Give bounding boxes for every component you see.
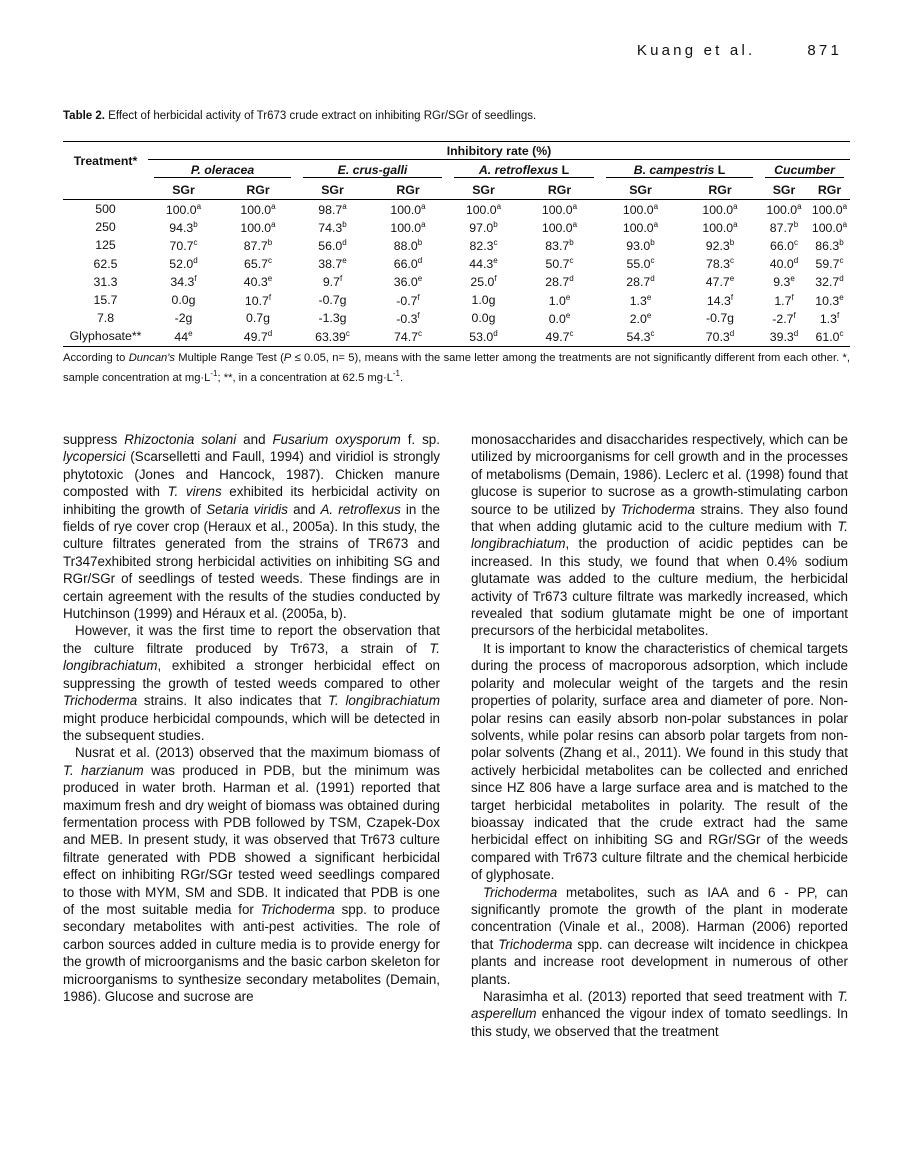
value-cell: 65.7$^c$ <box>244 256 272 272</box>
significance-letter: f <box>730 292 734 302</box>
significance-letter: a <box>421 201 426 211</box>
significance-letter: d <box>839 274 844 284</box>
significance-letter: e <box>646 292 652 302</box>
significance-letter: c <box>650 328 655 338</box>
value-cell: 0.0g <box>471 311 496 326</box>
significance-letter: a <box>842 201 848 211</box>
significance-letter: d <box>793 256 799 266</box>
value-cell: -2.7$^f$ <box>772 310 796 326</box>
significance-letter: c <box>417 328 422 338</box>
species-header: E. crus-galli <box>297 161 448 180</box>
table-row <box>63 309 850 327</box>
value-cell: 54.3$^c$ <box>600 327 681 346</box>
subheader-cell: RGr <box>219 180 297 200</box>
significance-letter: d <box>267 328 273 338</box>
significance-letter: a <box>572 201 578 211</box>
value-cell: 50.7$^c$ <box>545 256 574 272</box>
value-cell: -2g <box>174 311 193 326</box>
value-cell: 1.3e <box>629 292 652 308</box>
significance-letter: e <box>342 256 347 266</box>
treatment-cell: 15.7 <box>93 293 118 308</box>
value-cell: 61.0$^c$ <box>809 327 850 346</box>
significance-letter: b <box>267 237 273 247</box>
significance-letter: a <box>653 201 659 211</box>
species-header: Cucumber <box>759 161 850 180</box>
significance-letter: f <box>836 310 840 320</box>
value-cell: 88.0$^b$ <box>393 237 423 253</box>
significance-letter: a <box>733 201 738 211</box>
species-header: P. oleracea <box>148 161 297 180</box>
value-cell: 10.3e <box>815 292 844 308</box>
subheader-cell: SGr <box>297 180 368 200</box>
value-cell: 0.0g <box>171 293 196 308</box>
running-head-authors: Kuang et al. <box>636 42 756 59</box>
subheader-cell: RGr <box>368 180 448 200</box>
species-header: A. retroflexus L <box>448 161 600 180</box>
results-table <box>63 141 850 347</box>
subheader-cell: SGr <box>600 180 681 200</box>
subheader-cell: SGr <box>148 180 219 200</box>
value-cell: 78.3$^c$ <box>706 256 734 272</box>
test-name: Duncan's <box>128 352 175 364</box>
significance-letter: e <box>188 328 193 338</box>
value-cell: 100.0$^a$ <box>541 219 578 235</box>
value-cell: 87.7$^b$ <box>243 237 273 253</box>
significance-letter: a <box>271 219 276 229</box>
value-cell: -0.7$^f$ <box>396 292 420 308</box>
value-cell: 34.3$^f$ <box>170 274 197 290</box>
value-cell: 100.0$^a$ <box>165 201 202 217</box>
value-cell: 0.7g <box>246 311 270 326</box>
treatment-header: Treatment* <box>63 142 148 181</box>
value-cell: 100.0$^a$ <box>766 201 802 217</box>
table-row <box>63 236 850 254</box>
value-cell: -1.3g <box>318 311 347 326</box>
value-cell: 92.3$^b$ <box>705 237 735 253</box>
subheader-cell: RGr <box>681 180 759 200</box>
value-cell: 53.0$^d$ <box>448 327 519 346</box>
significance-letter: c <box>493 237 498 247</box>
value-cell: 9.7$^f$ <box>322 274 343 290</box>
significance-letter: a <box>196 201 202 211</box>
value-cell: 14.3$^f$ <box>706 292 734 308</box>
significance-letter: f <box>791 292 794 302</box>
value-cell: 0.0e <box>548 310 571 326</box>
value-cell: 63.39$^c$ <box>297 327 368 346</box>
significance-letter: d <box>793 328 799 338</box>
value-cell: 56.0$^d$ <box>318 237 347 253</box>
treatment-cell: 62.5 <box>93 256 118 271</box>
value-cell: 1.0e <box>548 292 571 308</box>
value-cell: 52.0$^d$ <box>169 256 198 272</box>
value-cell: 100.0$^a$ <box>702 201 738 217</box>
value-cell: 100.0$^a$ <box>811 219 848 235</box>
body-paragraph: Nusrat et al. (2013) observed that the maximum biomass of T. harzianum was produced in PDB, but the minimum was produced in water broth. Harman et al. (1991) reported that maximum fresh and dry weight of biomass was obtained during fermentation process with PDB followed by TSM, Czapek-Dox and MEB. In present study, it was observed that Tr673 culture filtrate generated with PDB showed a significant herbicidal effect on inhibiting RGr/SGr tested weed seedlings compared to those with MYM, SM and SDB. It indicated that PDB is one of the most suitable media for Trichoderma spp. to produce secondary metabolites with anti-pest activities. The role of carbon sources added in culture media is to provide energy for the growth of microorganisms and the basic carbon skeleton for microorganisms to synthesize secondary metabolites (Demain, 1986). Glucose and sucrose are <box>63 745 440 1004</box>
significance-letter: e <box>646 310 652 320</box>
significance-letter: f <box>194 274 197 284</box>
value-cell: 100.0$^a$ <box>240 219 276 235</box>
significance-letter: c <box>793 237 798 247</box>
subheader-cell: SGr <box>759 180 809 200</box>
significance-letter: e <box>565 310 571 320</box>
value-cell: 87.7$^b$ <box>769 219 799 235</box>
value-cell: 55.0$^c$ <box>626 256 655 272</box>
table-footnote: According to Duncan's Multiple Range Test (P ≤ 0.05, n= 5), means with the same letter among the treatments are not significantly different from each other. *, sample concentration at $mg\cdot L^{-1}$; **, in a concentration at 62.5 $mg\cdot L^{-1}$. <box>63 352 850 384</box>
treatment-cell: 500 <box>95 202 116 217</box>
treatment-cell: 7.8 <box>96 311 115 326</box>
value-cell: 44.3e <box>469 256 498 272</box>
value-cell: 66.0$^c$ <box>770 237 798 253</box>
significance-letter: a <box>842 219 848 229</box>
significance-letter: e <box>267 274 273 284</box>
significance-letter: b <box>729 237 735 247</box>
value-cell: 36.0e <box>393 274 423 290</box>
value-cell: -0.7g <box>705 311 735 326</box>
significance-letter: b <box>193 219 198 229</box>
subheader-cell: SGr <box>448 180 519 200</box>
significance-letter: c <box>193 237 198 247</box>
significance-letter: d <box>493 328 498 338</box>
significance-letter: c <box>569 328 574 338</box>
value-cell: 100.0$^a$ <box>622 219 659 235</box>
significance-letter: f <box>793 310 796 320</box>
value-cell: 28.7$^d$ <box>545 274 574 290</box>
table-body <box>63 200 850 347</box>
significance-letter: e <box>417 274 423 284</box>
subheader-cell: RGr <box>519 180 600 200</box>
significance-letter: a <box>421 219 426 229</box>
value-cell: 49.7$^c$ <box>519 327 600 346</box>
significance-letter: e <box>493 256 498 266</box>
significance-letter: e <box>565 292 571 302</box>
value-cell: 9.3e <box>773 274 795 290</box>
treatment-cell: 250 <box>95 220 116 235</box>
value-cell: 70.7$^c$ <box>169 237 198 253</box>
subheader-cell: RGr <box>809 180 850 200</box>
value-cell: 2.0e <box>629 310 652 326</box>
significance-letter: d <box>342 237 347 247</box>
significance-letter: d <box>417 256 423 266</box>
value-cell: 1.0g <box>471 293 496 308</box>
value-cell: 83.7$^b$ <box>545 237 574 253</box>
body-paragraph: suppress Rhizoctonia solani and Fusarium oxysporum f. sp. lycopersici (Scarselletti and Faull, 1994) and viridiol is strongly phytotoxic (Jones and Hancock, 1987). Chicken manure composted with T. virens exhibited its herbicidal activity on inhibiting the growth of Setaria viridis and A. retroflexus in the fields of rye cover crop (Heraux et al., 2005a). In this study, the culture filtrates generated from the strains of TR673 and Tr347exhibited strong herbicidal activities on inhibiting SG and RGr/SGr of seedlings of tested weeds. These findings are in certain agreement with the results of the studies conducted by Hutchinson (1999) and Héraux et al. (2005a, b). <box>63 432 440 622</box>
value-cell: 1.3$^f$ <box>819 310 840 326</box>
species-header: B. campestris L <box>600 161 759 180</box>
significance-letter: f <box>417 310 420 320</box>
table-row <box>63 255 850 273</box>
significance-letter: d <box>650 274 655 284</box>
significance-letter: b <box>417 237 423 247</box>
value-cell: 86.3$^b$ <box>815 237 844 253</box>
significance-letter: a <box>797 201 802 211</box>
significance-letter: b <box>793 219 799 229</box>
subheader-row <box>63 180 850 200</box>
table-row <box>63 200 850 219</box>
value-cell: 47.7e <box>705 274 735 290</box>
left-column <box>63 431 440 1005</box>
body-paragraph: monosaccharides and disaccharides respectively, which can be utilized by microorganisms for cell growth and in the processes of metabolisms (Demain, 1986). Leclerc et al. (1998) found that glucose is superior to sucrose as a growth-stimulating carbon source to be utilized by Trichoderma strains. They also found that when adding glutamic acid to the culture medium with T. longibrachiatum, the production of acidic peptides can be increased. In this study, we found that when 0.4% sodium glutamate was added to the culture medium, the herbicidal activity of Tr673 culture filtrate was markedly increased, which revealed that sodium glutamate might be one of important precursors of the herbicidal metabolites. <box>471 432 848 639</box>
significance-letter: a <box>496 201 502 211</box>
value-cell: 94.3$^b$ <box>169 219 198 235</box>
significance-letter: b <box>493 219 498 229</box>
significance-letter: f <box>268 292 272 302</box>
significance-letter: d <box>193 256 198 266</box>
inhibitory-rate-header: Inhibitory rate (%) <box>148 142 850 162</box>
significance-letter: a <box>733 219 738 229</box>
significance-letter: b <box>650 237 655 247</box>
treatment-cell: 31.3 <box>93 274 118 289</box>
body-paragraph: However, it was the first time to report the observation that the culture filtrate produced by Tr673, a strain of T. longibrachiatum, exhibited a stronger herbicidal effect on suppressing the growth of tested weeds compared to other Trichoderma strains. It also indicates that T. longibrachiatum might produce herbicidal compounds, which will be detected in the subsequent studies. <box>63 623 440 743</box>
significance-letter: c <box>839 328 844 338</box>
value-cell: 10.7$^f$ <box>244 292 272 308</box>
significance-letter: e <box>839 292 844 302</box>
significance-letter: f <box>417 292 420 302</box>
significance-letter: c <box>650 256 655 266</box>
value-cell: 100.0$^a$ <box>390 201 426 217</box>
value-cell: 28.7$^d$ <box>626 274 655 290</box>
significance-letter: b <box>839 237 844 247</box>
value-cell: 100.0$^a$ <box>811 201 848 217</box>
significance-letter: c <box>267 256 272 266</box>
value-cell: 100.0$^a$ <box>541 201 578 217</box>
value-cell: 32.7$^d$ <box>815 274 844 290</box>
significance-letter: f <box>339 274 343 284</box>
value-cell: 66.0$^d$ <box>393 256 423 272</box>
page-number: 871 <box>807 42 842 59</box>
significance-letter: e <box>729 274 735 284</box>
value-cell: 40.3e <box>243 274 273 290</box>
value-cell: 97.0$^b$ <box>469 219 498 235</box>
significance-letter: a <box>271 201 276 211</box>
value-cell: 40.0$^d$ <box>769 256 799 272</box>
species-header-row <box>63 161 850 180</box>
value-cell: 25.0$^f$ <box>470 274 497 290</box>
value-cell: 100.0$^a$ <box>465 201 502 217</box>
significance-letter: d <box>729 328 735 338</box>
value-cell: 100.0$^a$ <box>622 201 659 217</box>
value-cell: 82.3$^c$ <box>469 237 498 253</box>
significance-letter: c <box>345 328 350 338</box>
value-cell: 59.7$^c$ <box>815 256 844 272</box>
body-paragraph: It is important to know the characteristics of chemical targets during the process of macroporous adsorption, which include polarity and molecular weight of the targets and the resin properties of polarity, surface area and diameter of pore. Non-polar resins can easily absorb non-polar substances in polar solvents, while polar resins can absorb polar targets from non-polar solvents (Zhang et al., 2011). We found in this study that actively herbicidal metabolites can be collected and enriched since HZ 806 have a large surface area and is matched to the target herbicidal metabolites in polarity. The result of the bioassay indicated that the crude extract had the same herbicidal effect on inhibiting SG and RGr/SGr of the weeds compared with Tr673 culture filtrate and the chemical herbicide of glyphosate. <box>471 640 848 883</box>
significance-letter: c <box>569 256 574 266</box>
value-cell: -0.7g <box>318 293 347 308</box>
value-cell: 49.7$^d$ <box>219 327 297 346</box>
significance-letter: c <box>839 256 844 266</box>
value-cell: 38.7e <box>318 256 347 272</box>
treatment-cell: 125 <box>95 238 116 253</box>
running-head <box>637 42 842 59</box>
right-column <box>471 431 848 1040</box>
significance-letter: a <box>653 219 659 229</box>
value-cell: -0.3$^f$ <box>396 310 420 326</box>
value-cell: 100.0$^a$ <box>240 201 276 217</box>
table-caption-label: Table 2. <box>63 110 105 122</box>
value-cell: 93.0$^b$ <box>626 237 655 253</box>
significance-letter: d <box>569 274 574 284</box>
body-paragraph: Narasimha et al. (2013) reported that seed treatment with T. asperellum enhanced the vigour index of tomato seedlings. In this study, we observed that the treatment <box>471 989 848 1039</box>
table-row <box>63 327 850 346</box>
table-caption <box>63 110 536 122</box>
table-row <box>63 291 850 309</box>
significance-letter: b <box>342 219 347 229</box>
significance-letter: c <box>729 256 734 266</box>
value-cell: 70.3$^d$ <box>681 327 759 346</box>
value-cell: 98.7$^a$ <box>318 201 347 217</box>
table-caption-text: Effect of herbicidal activity of Tr673 crude extract on inhibiting RGr/SGr of seedlings. <box>104 110 537 122</box>
value-cell: 44e <box>148 327 219 346</box>
significance-letter: a <box>342 201 347 211</box>
value-cell: 100.0$^a$ <box>702 219 738 235</box>
value-cell: 39.3$^d$ <box>759 327 809 346</box>
treatment-cell: Glyphosate** <box>63 327 148 346</box>
significance-letter: b <box>569 237 574 247</box>
value-cell: 74.3$^b$ <box>318 219 347 235</box>
significance-letter: a <box>572 219 578 229</box>
significance-letter: f <box>494 274 497 284</box>
value-cell: 100.0$^a$ <box>390 219 426 235</box>
body-paragraph: Trichoderma metabolites, such as IAA and 6 - PP, can significantly promote the growth of the plant in moderate concentration (Vinale et al., 2008). Harman (2006) reported that Trichoderma spp. can decrease wilt incidence in chickpea plants and increase root development in numerous of other plants. <box>471 884 848 987</box>
significance-letter: e <box>790 274 795 284</box>
value-cell: 1.7$^f$ <box>774 292 794 308</box>
value-cell: 74.7$^c$ <box>368 327 448 346</box>
table-row <box>63 273 850 291</box>
table-row <box>63 218 850 236</box>
